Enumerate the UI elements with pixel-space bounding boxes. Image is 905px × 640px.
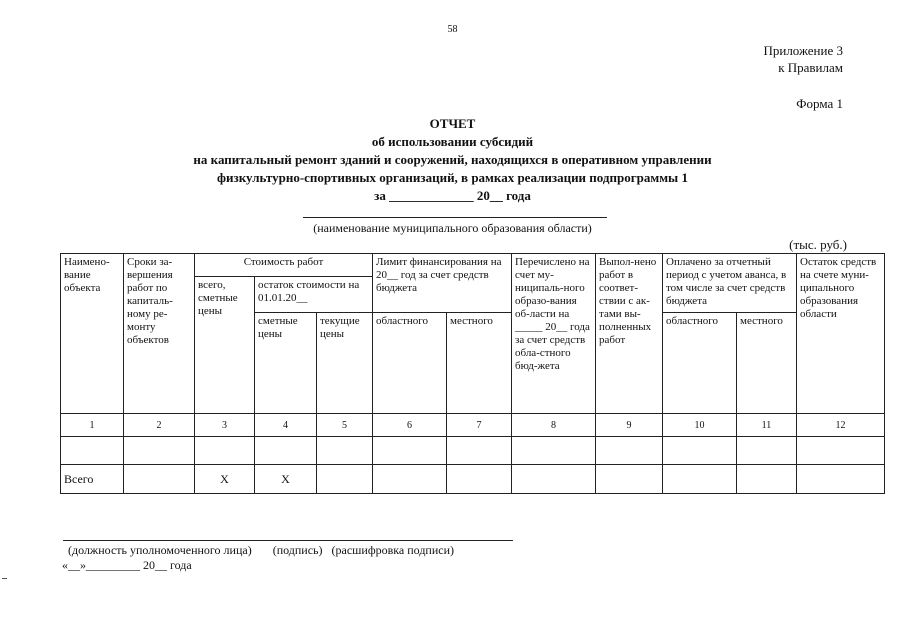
header-balance: Остаток средств на счете муни-ципального образования области (797, 254, 885, 414)
header-object-name: Наимено-вание объекта (61, 254, 124, 414)
table-cell (663, 465, 737, 494)
header-deadline: Сроки за-вершения работ по капиталь-ному ре-монту объектов (124, 254, 195, 414)
margin-mark (2, 578, 7, 579)
column-number: 11 (737, 414, 797, 437)
column-number: 9 (596, 414, 663, 437)
appendix-line-2: к Правилам (778, 60, 843, 75)
header-cost: Стоимость работ (195, 254, 373, 277)
data-row-empty (61, 437, 885, 465)
appendix-reference (763, 42, 843, 76)
table-cell (195, 437, 255, 465)
title-line-4: физкультурно-спортивных организаций, в рамках реализации подпрограммы 1 (217, 170, 688, 185)
header-cost-total: всего, сметные цены (195, 277, 255, 414)
table-cell (255, 437, 317, 465)
column-number: 6 (373, 414, 447, 437)
form-label: Форма 1 (796, 96, 843, 111)
units-label: (тыс. руб.) (789, 237, 847, 252)
signature-caption: (должность уполномоченного лица) (подпись) (расшифровка подписи) (68, 543, 455, 557)
report-table (60, 253, 885, 494)
total-mark-col3: Х (195, 465, 255, 494)
table-cell (124, 437, 195, 465)
table-cell (512, 465, 596, 494)
table-cell (317, 465, 373, 494)
column-number: 2 (124, 414, 195, 437)
column-number-row (61, 414, 885, 437)
table-cell (737, 465, 797, 494)
title-line-3: на капитальный ремонт зданий и сооружений, находящихся в оперативном управлении (193, 152, 712, 167)
total-row (61, 465, 885, 494)
column-number: 7 (447, 414, 512, 437)
header-completed: Выпол-нено работ в соответ-ствии с ак-тами вы-полненных работ (596, 254, 663, 414)
table-cell (797, 437, 885, 465)
header-limit-local: местного (447, 313, 512, 414)
header-estimate-prices: сметные цены (255, 313, 317, 414)
total-mark-col4: Х (255, 465, 317, 494)
table-cell (512, 437, 596, 465)
table-cell (447, 465, 512, 494)
header-paid-regional: областного (663, 313, 737, 414)
signature-underline (63, 540, 513, 541)
table-cell (596, 465, 663, 494)
table-cell (447, 437, 512, 465)
header-transferred: Перечислено на счет му-ниципаль-ного образо-вания об-ласти на _____ 20__ года за счет средств обла-стного бюд-жета (512, 254, 596, 414)
page-number: 58 (447, 24, 458, 35)
column-number: 3 (195, 414, 255, 437)
header-limit-regional: областного (373, 313, 447, 414)
column-number: 4 (255, 414, 317, 437)
table-cell (737, 437, 797, 465)
table-cell (124, 465, 195, 494)
header-limit: Лимит финансирования на 20__ год за счет средств бюджета (373, 254, 512, 313)
appendix-line-1: Приложение 3 (763, 43, 843, 58)
table-cell (663, 437, 737, 465)
municipality-caption: (наименование муниципального образования области) (313, 221, 592, 235)
column-number: 12 (797, 414, 885, 437)
table-cell (596, 437, 663, 465)
column-number: 10 (663, 414, 737, 437)
date-line: «__»_________ 20__ года (62, 558, 192, 572)
header-cost-remaining: остаток стоимости на 01.01.20__ (255, 277, 373, 313)
municipality-underline (303, 217, 607, 218)
table-cell (797, 465, 885, 494)
total-label: Всего (61, 465, 124, 494)
column-number: 8 (512, 414, 596, 437)
title-line-1: ОТЧЕТ (429, 116, 476, 131)
header-paid-local: местного (737, 313, 797, 414)
table-cell (373, 437, 447, 465)
column-number: 1 (61, 414, 124, 437)
title-line-2: об использовании субсидий (371, 134, 534, 149)
report-title (0, 115, 905, 205)
header-paid: Оплачено за отчетный период с учетом аванса, в том числе за счет средств бюджета (663, 254, 797, 313)
header-row-1 (61, 254, 885, 277)
column-number: 5 (317, 414, 373, 437)
table-cell (61, 437, 124, 465)
title-line-5: за _____________ 20__ года (374, 188, 531, 203)
header-current-prices: текущие цены (317, 313, 373, 414)
table-cell (317, 437, 373, 465)
table-cell (373, 465, 447, 494)
